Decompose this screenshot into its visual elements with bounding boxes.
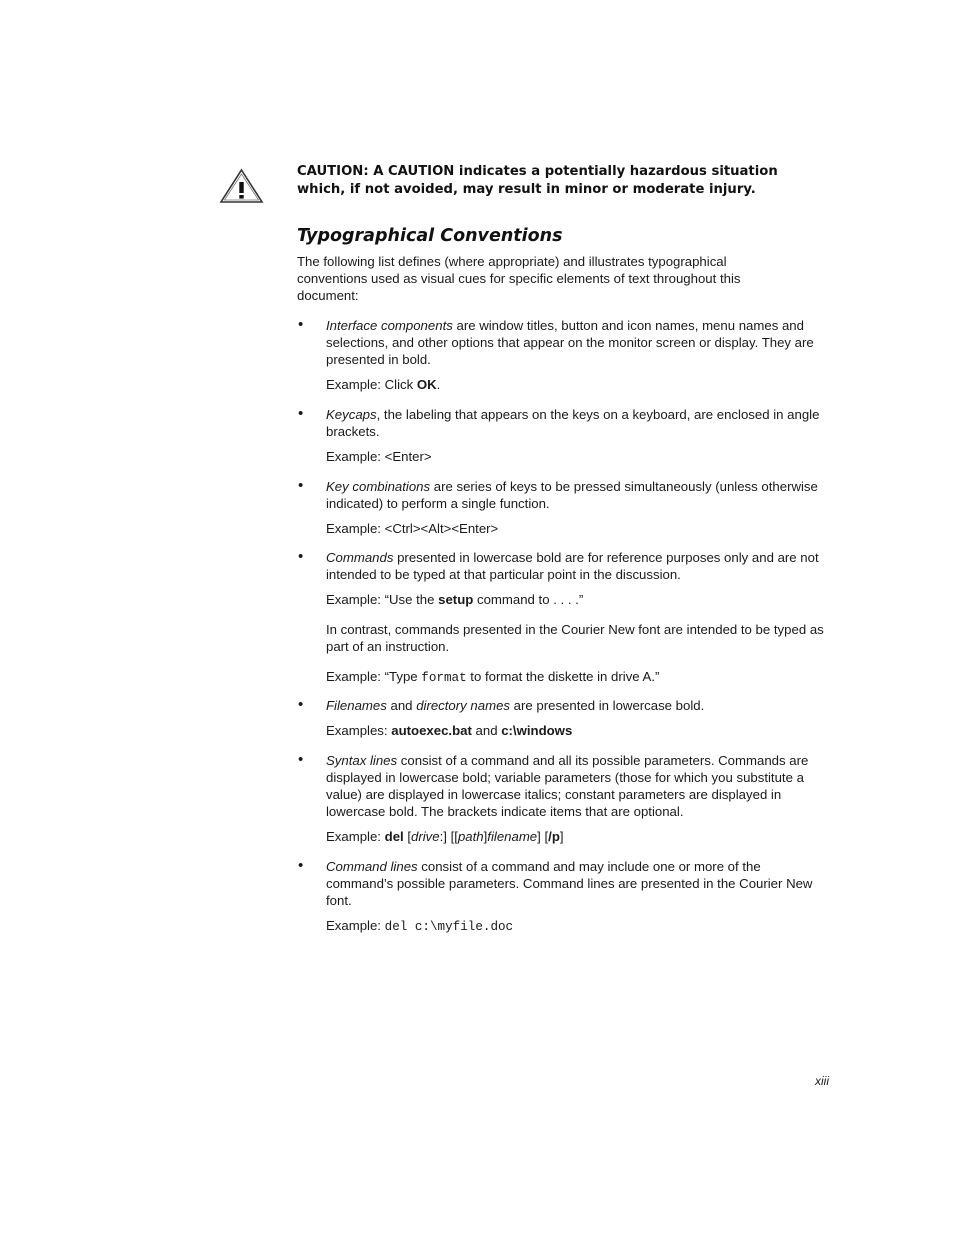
- description: presented in lowercase bold are for reference purposes only and are not intended to be typed at that particular point in the discussion.: [326, 550, 819, 582]
- list-item-filenames: [326, 697, 831, 714]
- caution-triangle-icon: [219, 168, 264, 204]
- caution-note: CAUTION: A CAUTION indicates a potentially hazardous situation which, if not avoided, may result in minor or moderate injury.: [297, 164, 778, 197]
- example-label: Example: Click: [326, 377, 417, 392]
- term: Interface components: [326, 318, 453, 333]
- example-courier-command: [326, 668, 831, 687]
- list-item-keycaps: [326, 406, 831, 440]
- section-title: Typographical Conventions: [297, 226, 563, 246]
- term: Syntax lines: [326, 753, 398, 768]
- example-command-lines: [326, 917, 831, 936]
- bullet-marker: •: [298, 857, 304, 874]
- bullet-marker: •: [298, 696, 304, 713]
- term: Key combinations: [326, 479, 431, 494]
- bullet-marker: •: [298, 548, 304, 565]
- syntax-bracket: ] [: [537, 829, 549, 844]
- syntax-path: path: [457, 829, 484, 844]
- list-item-interface-components: [326, 317, 831, 368]
- list-item-commands: [326, 549, 831, 583]
- example-mono-value: del c:\myfile.doc: [384, 920, 514, 934]
- example-suffix: to format the diskette in drive A.”: [466, 669, 660, 684]
- term: directory names: [416, 698, 511, 713]
- example-suffix: command to . . . .”: [473, 592, 584, 607]
- example-interface: [326, 376, 831, 393]
- syntax-bracket: ]: [559, 829, 564, 844]
- bullet-marker: •: [298, 477, 304, 494]
- example-mono-value: format: [421, 671, 467, 685]
- term: Keycaps: [326, 407, 377, 422]
- connector: and: [386, 698, 417, 713]
- example-value: OK: [416, 377, 437, 392]
- example-value: c:\windows: [501, 723, 573, 738]
- bullet-marker: •: [298, 316, 304, 333]
- intro-paragraph: The following list defines (where appropriate) and illustrates typographical conventions used as visual cues for specific elements of text throughout this document:: [297, 254, 741, 303]
- example-keycaps: Example: <Enter>: [326, 449, 432, 464]
- term: Filenames: [326, 698, 387, 713]
- connector: and: [471, 723, 502, 738]
- example-commands: [326, 591, 831, 608]
- description: consist of a command and all its possible parameters. Commands are displayed in lowercase bold; variable parameters (those for which you substitute a value) are displayed in lowercase italics; constant parameters are displayed in lowercase bold. The brackets indicate items that are optional.: [326, 753, 809, 819]
- example-label: Example: “Type: [326, 669, 422, 684]
- description: consist of a command and may include one or more of the command’s possible parameters. Command lines are presented in the Courier New font.: [326, 859, 813, 908]
- description: are series of keys to be pressed simultaneously (unless otherwise indicated) to perform a single function.: [326, 479, 818, 511]
- term: Commands: [326, 550, 394, 565]
- syntax-bracket: [: [403, 829, 412, 844]
- commands-contrast-paragraph: In contrast, commands presented in the Courier New font are intended to be typed as part of an instruction.: [326, 622, 824, 654]
- example-label: Example:: [326, 918, 385, 933]
- syntax-filename: filename: [487, 829, 538, 844]
- list-item-key-combinations: [326, 478, 831, 512]
- list-item-command-lines: [326, 858, 831, 909]
- syntax-command: del: [384, 829, 404, 844]
- syntax-bracket: ]: [483, 829, 488, 844]
- description: are presented in lowercase bold.: [510, 698, 705, 713]
- syntax-flag: /p: [548, 829, 560, 844]
- bullet-marker: •: [298, 751, 304, 768]
- syntax-drive: drive: [411, 829, 440, 844]
- example-syntax: [326, 828, 831, 845]
- description: are window titles, button and icon names, menu names and selections, and other options that appear on the monitor screen or display. They are presented in bold.: [326, 318, 814, 367]
- example-value: setup: [438, 592, 474, 607]
- term: Command lines: [326, 859, 418, 874]
- example-value: autoexec.bat: [391, 723, 472, 738]
- list-item-syntax-lines: [326, 752, 831, 820]
- syntax-bracket: :] [[: [439, 829, 458, 844]
- example-suffix: .: [436, 377, 441, 392]
- example-label: Example:: [326, 829, 385, 844]
- example-label: Examples:: [326, 723, 392, 738]
- description: , the labeling that appears on the keys on a keyboard, are enclosed in angle brackets.: [326, 407, 820, 439]
- example-key-combinations: Example: <Ctrl><Alt><Enter>: [326, 521, 499, 536]
- bullet-marker: •: [298, 405, 304, 422]
- example-filenames: [326, 722, 831, 739]
- page-number: xiii: [815, 1074, 829, 1088]
- example-label: Example: “Use the: [326, 592, 439, 607]
